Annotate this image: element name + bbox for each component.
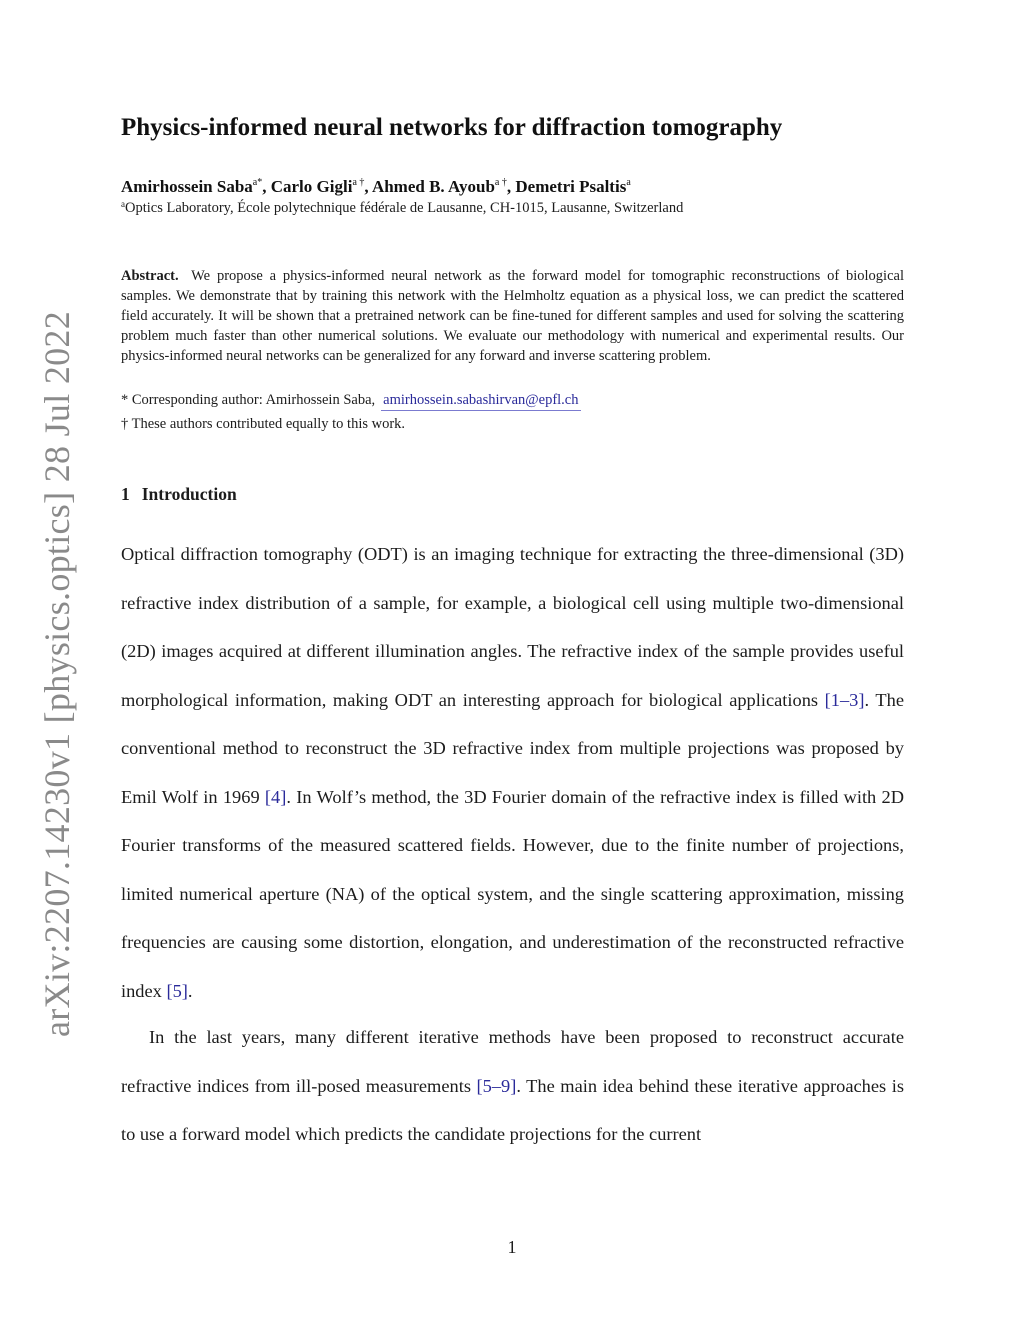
body-text: . In Wolf’s method, the 3D Fourier domain of the refractive index is filled with 2D Fourier transforms of the measured scattered fields. However, due to the finite number of projections, limited numerical aperture (NA) of the optical system, and the single scattering approximation, missing frequencies are causing some distortion, elongation, and underestimation of the reconstructed refractive index bbox=[121, 786, 904, 1001]
abstract-text: We propose a physics-informed neural network as the forward model for tomographic reconstructions of biological samples. We demonstrate that by training this network with the Helmholtz equation as a physical loss, we can predict the scattered field accurately. It will be shown that a pretrained network can be fine-tuned for different samples and used for solving the scattering problem much faster than other numerical solutions. We evaluate our methodology with numerical and experimental results. Our physics-informed neural networks can be generalized for any forward and inverse scattering problem. bbox=[121, 268, 904, 364]
author-name: Amirhossein Saba bbox=[121, 177, 253, 196]
affiliation bbox=[121, 200, 683, 217]
abstract bbox=[121, 266, 904, 366]
citation-link[interactable]: [1–3] bbox=[824, 689, 865, 710]
author-list bbox=[121, 177, 631, 197]
body-text: . The main idea behind these iterative approaches is to use a forward model which predicts the candidate projections for the current bbox=[121, 1075, 905, 1144]
author-name: Ahmed B. Ayoub bbox=[371, 177, 495, 196]
arxiv-sidebar-stamp: arXiv:2207.14230v1 [physics.optics] 28 Jul 2022 bbox=[37, 310, 77, 1038]
page-number: 1 bbox=[507, 1237, 517, 1257]
author-affiliation-mark: a † bbox=[494, 177, 507, 188]
author-separator: , bbox=[364, 177, 372, 196]
body-paragraph bbox=[121, 1013, 904, 1159]
author-affiliation-mark: a bbox=[626, 177, 631, 188]
corresponding-author-text: * Corresponding author: Amirhossein Saba, bbox=[121, 392, 376, 408]
paper-title: Physics-informed neural networks for diffraction tomography bbox=[121, 114, 783, 141]
abstract-label: Abstract. bbox=[121, 268, 179, 284]
author-name: Demetri Psaltis bbox=[515, 177, 627, 196]
section-title: Introduction bbox=[141, 484, 237, 504]
citation-link[interactable]: [5–9] bbox=[476, 1075, 517, 1096]
corresponding-author bbox=[121, 392, 581, 409]
email-link[interactable]: amirhossein.sabashirvan@epfl.ch bbox=[381, 392, 580, 411]
body-text: . bbox=[187, 980, 193, 1001]
author-name: Carlo Gigli bbox=[270, 177, 353, 196]
section-number: 1 bbox=[121, 484, 130, 504]
author-separator: , bbox=[506, 177, 516, 196]
body-text: . The conventional method to reconstruct the 3D refractive index from multiple projections was proposed by Emil Wolf in 1969 bbox=[121, 689, 904, 807]
affiliation-mark: a bbox=[121, 199, 125, 209]
affiliation-text: Optics Laboratory, École polytechnique fédérale de Lausanne, CH-1015, Lausanne, Switzerland bbox=[125, 200, 684, 216]
section-heading bbox=[121, 484, 237, 505]
author-affiliation-mark: a* bbox=[252, 177, 263, 188]
citation-link[interactable]: [4] bbox=[264, 786, 287, 807]
author-affiliation-mark: a † bbox=[352, 177, 365, 188]
equal-contribution-note: † These authors contributed equally to this work. bbox=[121, 416, 406, 432]
citation-link[interactable]: [5] bbox=[166, 980, 188, 1001]
body-paragraph bbox=[121, 530, 904, 1015]
body-text: Optical diffraction tomography (ODT) is an imaging technique for extracting the three-dimensional (3D) refractive index distribution of a sample, for example, a biological cell using multiple two-dimensional (2D) images acquired at different illumination angles. The refractive index of the sample provides useful morphological information, making ODT an interesting approach for biological applications bbox=[121, 544, 904, 710]
author-separator: , bbox=[262, 177, 271, 196]
body-text: In the last years, many different iterative methods have been proposed to reconstruct accurate refractive indices from ill-posed measurements bbox=[121, 1027, 904, 1096]
